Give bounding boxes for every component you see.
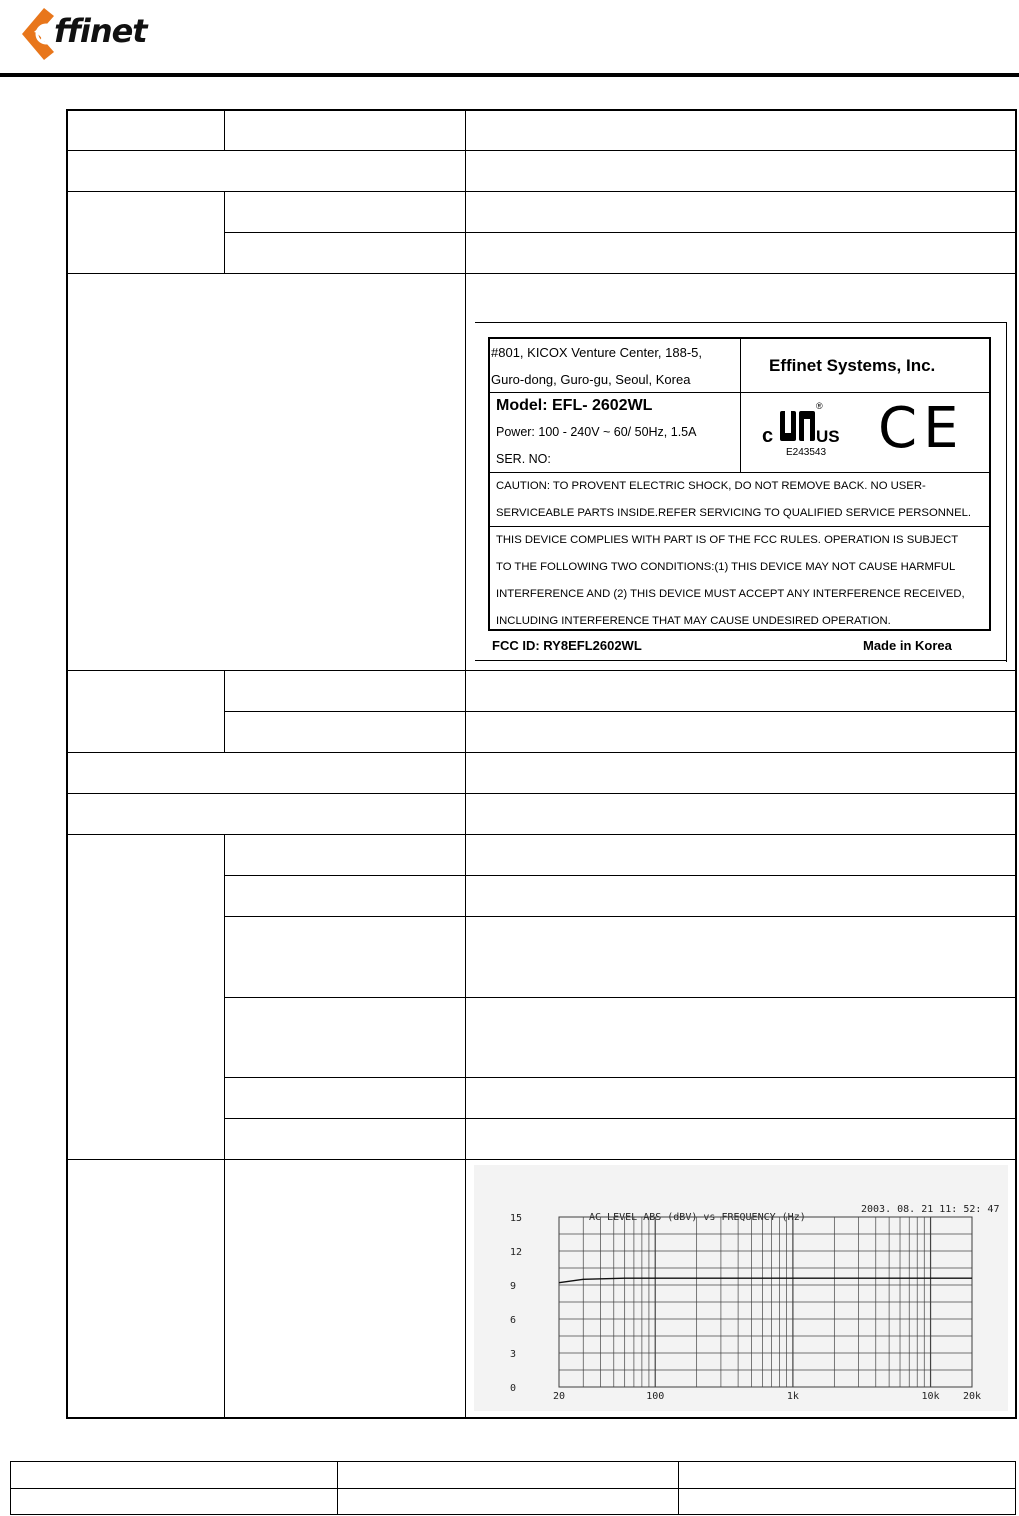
y-tick-label: 15 [510, 1213, 523, 1224]
x-tick-label: 1k [786, 1391, 799, 1402]
label-outer-border [1006, 322, 1007, 662]
label-divider [490, 526, 989, 527]
column-divider [224, 111, 225, 150]
column-divider [224, 670, 225, 752]
x-tick-label: 10k [921, 1391, 940, 1402]
chart-title: AC LEVEL-ABS (dBV) vs FREQUENCY (Hz) [589, 1212, 806, 1223]
label-made-in: Made in Korea [863, 638, 952, 653]
effinet-logo [14, 4, 174, 62]
row-divider [68, 273, 1017, 274]
y-tick-label: 12 [510, 1247, 523, 1258]
series-line [559, 1278, 972, 1283]
label-address-line1: #801, KICOX Venture Center, 188-5, [491, 345, 703, 360]
row-divider [224, 997, 1017, 998]
footer-column-divider [337, 1462, 338, 1514]
ul-file-number: E243543 [786, 447, 827, 458]
x-tick-label: 20 [552, 1391, 566, 1402]
footer-column-divider [678, 1462, 679, 1514]
row-divider [224, 916, 1017, 917]
product-rating-label [475, 322, 1008, 662]
registered-mark: ® [816, 401, 823, 411]
label-outer-border [475, 322, 1006, 323]
ce-mark-icon [878, 396, 965, 463]
ul-us-mark: US [816, 427, 840, 446]
logo-text: ffinet [54, 12, 147, 50]
row-divider [68, 191, 1017, 192]
column-divider [465, 111, 466, 1417]
row-divider [224, 232, 1017, 233]
label-serial: SER. NO: [496, 452, 551, 466]
row-divider [68, 752, 1017, 753]
y-tick-label: 6 [510, 1315, 517, 1326]
label-fcc-line3: INTERFERENCE AND (2) THIS DEVICE MUST ACCEPT ANY INTERFERENCE RECEIVED, [496, 588, 965, 600]
ul-listing-mark-icon [762, 397, 842, 467]
row-divider [68, 1159, 1017, 1160]
y-tick-label: 9 [510, 1281, 517, 1292]
row-divider [224, 875, 1017, 876]
x-tick-label: 100 [646, 1391, 665, 1402]
label-address-line2: Guro-dong, Guro-gu, Seoul, Korea [491, 372, 691, 387]
column-divider [224, 191, 225, 273]
row-divider [68, 150, 1017, 151]
y-tick-label: 0 [510, 1383, 517, 1394]
footer-row-divider [11, 1488, 1015, 1489]
label-outer-border [475, 660, 1006, 661]
label-fcc-line4: INCLUDING INTERFERENCE THAT MAY CAUSE UNDESIRED OPERATION. [496, 615, 891, 627]
ul-c-mark: c [762, 425, 774, 447]
row-divider [68, 793, 1017, 794]
label-divider [740, 339, 741, 472]
chart-svg [474, 1165, 1008, 1411]
label-fcc-line1: THIS DEVICE COMPLIES WITH PART IS OF THE FCC RULES. OPERATION IS SUBJECT [496, 534, 959, 546]
label-box [488, 337, 991, 631]
page-header [0, 0, 1019, 80]
row-divider [224, 711, 1017, 712]
label-company-name: Effinet Systems, Inc. [769, 356, 936, 375]
column-divider [224, 834, 225, 1417]
label-model: Model: EFL- 2602WL [496, 397, 653, 414]
ce-mark-text: CE [878, 396, 965, 461]
frequency-response-chart [474, 1165, 1008, 1411]
label-divider [490, 392, 989, 393]
label-caution-line1: CAUTION: TO PROVENT ELECTRIC SHOCK, DO NOT REMOVE BACK. NO USER- [496, 480, 926, 492]
row-divider [224, 1118, 1017, 1119]
row-divider [224, 1077, 1017, 1078]
row-divider [68, 834, 1017, 835]
label-fcc-line2: TO THE FOLLOWING TWO CONDITIONS:(1) THIS DEVICE MAY NOT CAUSE HARMFUL [496, 561, 956, 573]
row-divider [68, 670, 1017, 671]
label-caution-line2: SERVICEABLE PARTS INSIDE.REFER SERVICING TO QUALIFIED SERVICE PERSONNEL. [496, 507, 972, 519]
footer-table [10, 1461, 1016, 1515]
label-divider [490, 472, 989, 473]
label-fcc-id: FCC ID: RY8EFL2602WL [492, 638, 642, 653]
chart-timestamp: 2003. 08. 21 11: 52: 47 [861, 1204, 1000, 1215]
header-rule [0, 73, 1019, 77]
y-tick-label: 3 [510, 1349, 517, 1360]
x-tick-label: 20k [962, 1391, 982, 1402]
label-power: Power: 100 - 240V ~ 60/ 50Hz, 1.5A [496, 425, 697, 439]
